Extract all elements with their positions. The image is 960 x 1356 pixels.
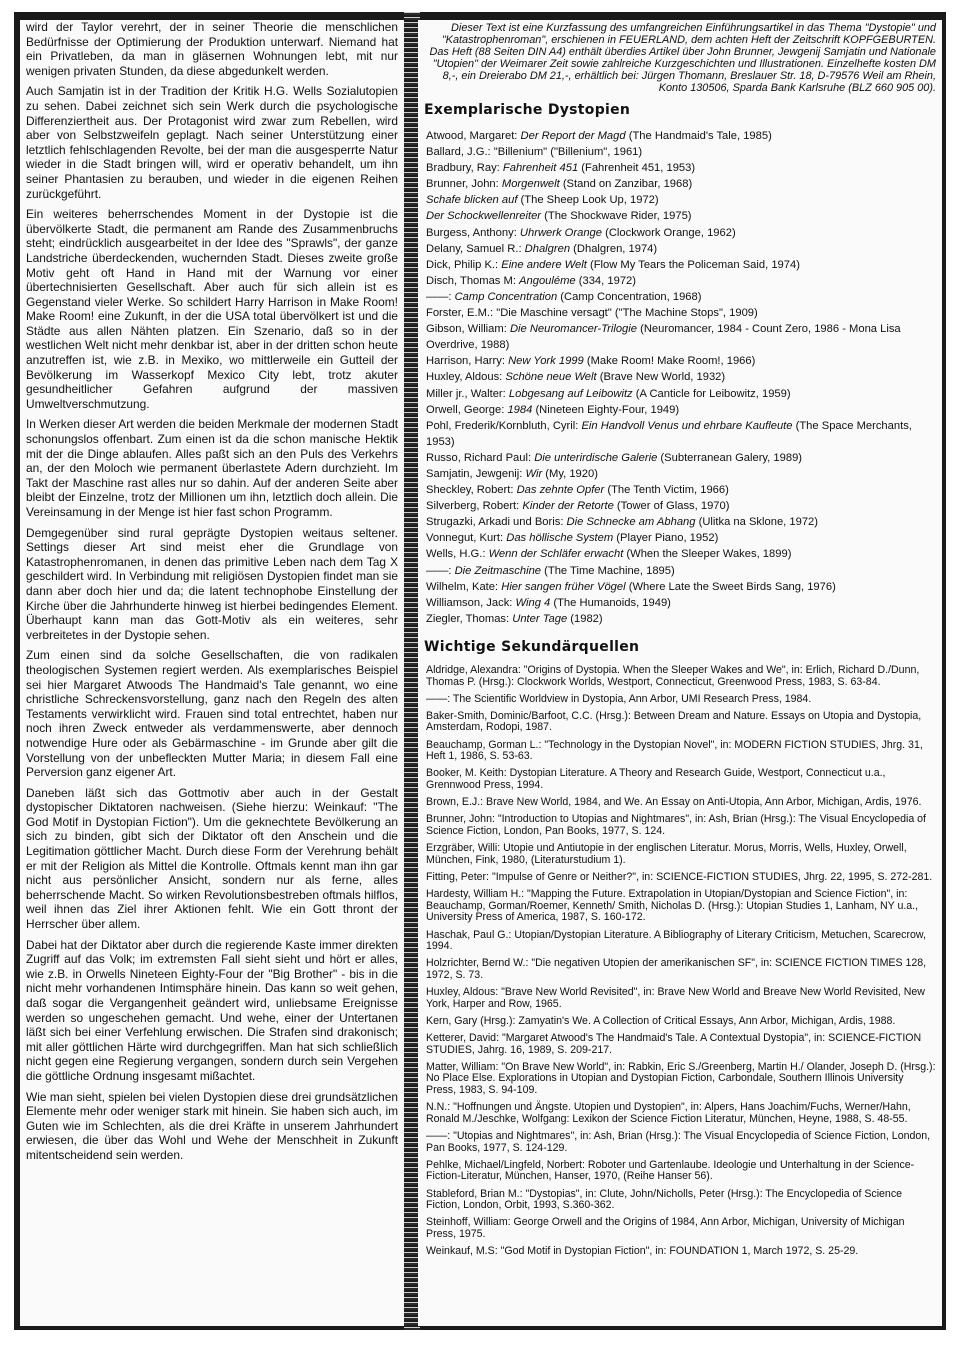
- entry-author: Huxley, Aldous:: [426, 371, 506, 384]
- entry-author: Gibson, William:: [426, 323, 510, 336]
- entry-author: Silverberg, Robert:: [426, 500, 523, 513]
- entry-author: Wells, H.G.:: [426, 548, 489, 561]
- entry-author: Orwell, George:: [426, 403, 508, 416]
- entry-work: Ein Handvoll Venus und ehrbare Kaufleute: [581, 419, 793, 432]
- entry-work: Das höllische System: [506, 532, 614, 545]
- entry-rest: (Subterranean Galery, 1989): [657, 451, 803, 464]
- entry-author: Samjatin, Jewgenij:: [426, 467, 526, 480]
- entry-author: Forster, E.M.:: [426, 307, 497, 320]
- secondary-source-entry: Aldridge, Alexandra: "Origins of Dystopia. When the Sleeper Wakes and We", in: Erlich, Richard D./Dunn, Thomas P. (Hrsg.): Clockwork Worlds, Westport, Connecticut, Greenwood Press, 1983, S. 63-84.: [426, 663, 920, 688]
- secondary-source-entry: ——: The Scientific Worldview in Dystopia, Ann Arbor, UMI Research Press, 1984.: [426, 692, 812, 705]
- secondary-source-entry: Brunner, John: "Introduction to Utopias and Nightmares", in: Ash, Brian (Hrsg.): The Visual Encyclopedia of Science Fiction, London, Pan Books, 1977, S. 124.: [426, 813, 927, 837]
- entry-rest: (A Canticle for Leibowitz, 1959): [632, 387, 791, 400]
- bibliography-entry: [424, 353, 936, 369]
- bibliography-entry: [424, 514, 936, 530]
- essay-paragraph: Demgegenüber sind rural geprägte Dystopien weitaus seltener. Settings dieser Art sind meist eher die Grundlage von Katastrophenromanen, in denen das primitive Leben nach dem Tag X geschildert wird. In Verbindung mit religiösen Dystopien findet man sie dann aber doch hier und da; die latent technophobe Einstellung der Kirche über die Jahrhunderte hinweg ist hierbei bedingendes Element. Überhaupt kann man das Gott-Motiv als ein weiteres, sehr verbreitetes in der Dystopie sehen.: [26, 525, 398, 642]
- secondary-source-entry: Holzrichter, Bernd W.: "Die negativen Utopien der amerikanischen SF", in: SCIENCE FICTION TIMES 128, 1972, S. 73.: [426, 957, 927, 981]
- bibliography-entry: [424, 144, 936, 160]
- entry-rest: (Brave New World, 1932): [596, 371, 726, 384]
- secondary-source-entry: Beauchamp, Gorman L.: "Technology in the Dystopian Novel", in: MODERN FICTION STUDIES, Jhrg. 31, Heft 1, 1986, S. 53-63.: [426, 738, 923, 763]
- secondary-source-entry: Stableford, Brian M.: "Dystopias", in: Clute, John/Nicholls, Peter (Hrsg.): The Encyclopedia of Science Fiction, London, Orbit, 1993, S.360-362.: [426, 1187, 903, 1212]
- entry-author: Russo, Richard Paul:: [426, 451, 535, 464]
- essay-paragraph: Auch Samjatin ist in der Tradition der Kritik H.G. Wells Sozialutopien zu sehen. Dabei zeichnet sich sein Werk durch die psychologische Differenziertheit aus. Der Protagonist wird zwar zum Rebellen, wird aber von Selbstzweifeln geplagt. Nach seiner Unterstützung einer letztlich fehlschlagenden Revolte, bei der man die ausgesperrte Natur wieder in die Stadt bringen will, wird er operativ behandelt, um ihn seiner Phantasien zu berauben, und wieder in die eigenen Reihen zurückgeführt.: [26, 84, 398, 201]
- secondary-source-entry: Brown, E.J.: Brave New World, 1984, and We. An Essay on Anti-Utopia, Ann Arbor, Michigan, Ardis, 1976.: [426, 796, 922, 809]
- right-column: [418, 20, 942, 1326]
- essay-paragraph: Dabei hat der Diktator aber durch die regierende Kaste immer direkten Zugriff auf das Volk; im extremsten Fall sieht sieht und hört er alles, wie z.B. in Orwells Nineteen Eighty-Four der "Big Brother" - bis in die nicht mehr vorhandenen Intimsphäre hinein. Das kann so weit gehen, daß sogar die Vergangenheit geändert wird, unliebsame Ereignisse werden so ungeschehen gemacht. Und wehe, einer der Untertanen läßt sich bei einer Verfehlung erwischen. Die Strafen sind drakonisch; mit aller göttlichen Härte wird durchgegriffen. Man hat sich schließlich nicht gegen eine Regierung vergangen, sondern durch sein Vergehen die göttliche Ordnung insgesamt mißachtet.: [26, 937, 398, 1083]
- entry-work: Die Neuromancer-Trilogie: [509, 323, 637, 336]
- entry-work: 1984: [507, 403, 533, 416]
- entry-work: Morgenwelt: [501, 178, 560, 191]
- entry-author: Sheckley, Robert:: [426, 484, 517, 497]
- entry-rest: (Dhalgren, 1974): [570, 242, 658, 255]
- entry-work: Das zehnte Opfer: [516, 484, 605, 497]
- entry-author: Ballard, J.G.:: [426, 146, 494, 159]
- secondary-source-entry: Kern, Gary (Hrsg.): Zamyatin's We. A Collection of Critical Essays, Ann Arbor, Michigan, Ardis, 1988.: [426, 1014, 896, 1027]
- secondary-source-entry: Fitting, Peter: "Impulse of Genre or Neither?", in: SCIENCE-FICTION STUDIES, Jhrg. 22, 1995, S. 272-281.: [426, 870, 933, 883]
- entry-work: Angouléme: [519, 274, 576, 287]
- entry-rest: (The Shockwave Rider, 1975): [541, 210, 692, 223]
- secondary-source-entry: Ketterer, David: "Margaret Atwood's The Handmaid's Tale. A Contextual Dystopia", in: SCIENCE-FICTION STUDIES, Jahrg. 16, 1989, S. 209-217.: [426, 1032, 922, 1056]
- bibliography-entry: [424, 160, 936, 176]
- entry-work: Die Schnecke am Abhang: [566, 516, 696, 529]
- entry-work: Kinder der Retorte: [522, 500, 614, 513]
- entry-rest: (334, 1972): [575, 274, 636, 287]
- bibliography-entry: [424, 466, 936, 482]
- entry-work: Schöne neue Welt: [505, 371, 597, 384]
- secondary-source-entry: N.N.: "Hoffnungen und Ängste. Utopien und Dystopien", in: Alpers, Hans Joachim/Fuchs, Werner/Hahn, Ronald M./Jeschke, Wolfgang: Lexikon der Science Fiction Literatur, München, Heyne, 1988, S. 48-55.: [426, 1101, 911, 1125]
- entry-rest: (When the Sleeper Wakes, 1899): [623, 548, 792, 561]
- entry-author: ——:: [426, 564, 455, 577]
- essay-paragraph: Ein weiteres beherrschendes Moment in der Dystopie ist die übervölkerte Stadt, die permanent am Rande des Zusammenbruchs steht; eindrücklich ausgearbeitet in der Idee des "Sprawls", der ganze Landstriche überdeckenden, wuchernden Stadt. Dieses zweite große Motiv geht oft Hand in Hand mit der Warnung vor einer übertechnisierten Gesellschaft. Aber auch für sich allein ist es Gegenstand vieler Werke. So schildert Harry Harrison in Make Room! Make Room! eine Zukunft, in der die USA total übervölkert ist und die Städte aus allen Nähten platzen. Ein Szenario, daß so in der westlichen Welt nicht mehr denkbar ist, aber in der dritten schon heute anzutreffen ist, wie z.B. in Mexiko, wo mittlerweile ein Gutteil der Bevölkerung im Wasserkopf Mexico City lebt, trotz akuter gesundheitlicher Gefahren aufgrund der massiven Umweltverschmutzung.: [26, 207, 398, 411]
- entry-rest: "Die Maschine versagt" ("The Machine Stops", 1909): [496, 307, 758, 320]
- entry-rest: (The Space Merchants, 1953): [426, 419, 912, 448]
- bibliography-entry: [424, 192, 936, 208]
- entry-rest: (The Time Machine, 1895): [541, 564, 675, 577]
- essay-paragraph: Daneben läßt sich das Gottmotiv aber auch in der Gestalt dystopischer Diktatoren nachweisen. (Siehe hierzu: Weinkauf: "The God Motif in Dystopian Fiction"). Um die geknechtete Bevölkerung an sich zu binden, gibt sich der Diktator oft den Anschein und die Legitimation göttlicher Macht. Durch diese Form der Verehrung behält er mit der Religion als Mittel die Kontrolle. Oftmals kennt man ihn gar nicht aus persönlicher Ansicht, sondern nur als ferne, alles beherrschende Macht. So wirken Revolutionsbestreben oftmals hilflos, weil ihnen das Ziel ihrer Aktionen fehlt. Wie ein Gott thront der Herrscher über allem.: [26, 785, 398, 932]
- entry-work: Unter Tage: [512, 612, 568, 625]
- bibliography-entry: [424, 611, 936, 627]
- entry-author: Disch, Thomas M:: [426, 274, 520, 287]
- essay-paragraph: wird der Taylor verehrt, der in seiner Theorie die menschlichen Bedürfnisse der Optimierung der Produktion unterwarf. Niemand hat ein Privatleben, da man in gläsernen Wohnungen lebt, mit nur wenigen privaten Stunden, da diese abgedunkelt werden.: [26, 20, 398, 78]
- entry-rest: (Nineteen Eighty-Four, 1949): [532, 403, 680, 416]
- bibliography-entry: [424, 386, 936, 402]
- entry-author: Miller jr., Walter:: [426, 387, 509, 400]
- essay-paragraph: Wie man sieht, spielen bei vielen Dystopien diese drei grundsätzlichen Elemente mehr oder weniger stark mit hinein. Sie haben sich auch, im Guten wie im Schlechten, als die drei Kräfte in unserem Jahrhundert erwiesen, die über das Wohl und Wehe der Menschheit in Zukunft mitentscheidend sein werden.: [26, 1089, 398, 1162]
- entry-work: Lobgesang auf Leibowitz: [508, 387, 633, 400]
- entry-work: Schafe blicken auf: [426, 194, 518, 207]
- entry-rest: (The Sheep Look Up, 1972): [517, 194, 659, 207]
- entry-author: Bradbury, Ray:: [426, 162, 503, 175]
- bibliography-entry: [424, 321, 936, 353]
- essay-paragraph: Zum einen sind da solche Gesellschaften, die von radikalen theologischen Systemen regiert werden. Als exemplarisches Beispiel sei hier Margaret Atwoods The Handmaid's Tale genannt, wo eine christliche Schreckensvorstellung, ganz nach den Regeln des alten Testaments verwirklicht wird. Frauen sind total entrechtet, haben nur noch ihren Zweck entweder als verdammenswerte, aber dennoch notwendige Hure oder als Gebärmaschine - im Grunde aber gilt die Vorstellung von der unbefleckten Mutter Maria; in diesem Fall eine Perversion ganz eigener Art.: [26, 648, 398, 780]
- sekundaer-list: [424, 665, 936, 1258]
- entry-author: Burgess, Anthony:: [426, 226, 520, 239]
- entry-work: Hier sangen früher Vögel: [501, 580, 626, 593]
- bibliography-entry: [424, 402, 936, 418]
- entry-rest: (Ulitka na Sklone, 1972): [695, 516, 819, 529]
- entry-rest: (Make Room! Make Room!, 1966): [583, 355, 756, 368]
- bibliography-entry: [424, 241, 936, 257]
- entry-author: Harrison, Harry:: [426, 355, 509, 368]
- dystopien-heading: Exemplarische Dystopien: [424, 102, 631, 118]
- secondary-source-entry: Hardesty, William H.: "Mapping the Future. Extrapolation in Utopian/Dystopian and Science Fiction", in: Beauchamp, Gorman/Roemer, Kenneth/ Smith, Nicholas D. (Hrsg.): Utopian Studies 1, Lanham, NY u.a., University Press of America, 1987, S. 160-172.: [426, 888, 919, 924]
- entry-author: Vonnegut, Kurt:: [426, 532, 507, 545]
- entry-author: ——:: [426, 290, 455, 303]
- entry-rest: (1982): [567, 612, 603, 625]
- essay-paragraph: In Werken dieser Art werden die beiden Merkmale der modernen Stadt schonungslos offenbart. Zum einen ist da die schon manische Hektik mit der die Dinge ablaufen. Alles paßt sich an den Puls des Verkehrs an, der den Moloch wie permanent überlastete Adern durchzieht. Im Takt der Maschine rast alles nur so dahin. Auf der anderen Seite aber bleibt der Einzelne, trotz der Millionen um ihn, letztlich doch allein. Die Vereinsamung in der Menge ist hier fast schon Programm.: [26, 417, 398, 519]
- entry-author: Strugazki, Arkadi und Boris:: [426, 516, 567, 529]
- secondary-source-entry: Weinkauf, M.S: "God Motif in Dystopian Fiction", in: FOUNDATION 1, March 1972, S. 25-29.: [426, 1245, 859, 1258]
- secondary-source-entry: Steinhoff, William: George Orwell and the Origins of 1984, Ann Arbor, Michigan, University of Michigan Press, 1975.: [426, 1216, 905, 1240]
- left-column: [20, 20, 404, 1326]
- entry-author: Delany, Samuel R.:: [426, 242, 525, 255]
- sekundaer-heading: Wichtige Sekundärquellen: [424, 638, 640, 655]
- entry-work: Camp Concentration: [454, 290, 558, 303]
- bibliography-entry: [424, 563, 936, 579]
- entry-rest: (Neuromancer, 1984 - Count Zero, 1986 - Mona Lisa Overdrive, 1988): [426, 323, 901, 352]
- entry-rest: (The Tenth Victim, 1966): [604, 484, 729, 497]
- secondary-source-entry: Matter, William: "On Brave New World", in: Rabkin, Eric S./Greenberg, Martin H./ Olander, Joseph D. (Hrsg.): No Place Else. Explorations in Utopian and Dystopian Fiction, Carbondale, Southern Illinois University Press, 1983, S. 94-109.: [426, 1060, 936, 1097]
- entry-author: Ziegler, Thomas:: [426, 612, 513, 625]
- entry-work: Dhalgren: [524, 242, 571, 255]
- entry-rest: (Tower of Glass, 1970): [613, 500, 730, 513]
- entry-author: Pohl, Frederik/Kornbluth, Cyril:: [426, 419, 582, 432]
- bibliography-entry: [424, 595, 936, 611]
- secondary-source-entry: Huxley, Aldous: "Brave New World Revisited", in: Brave New World and Breave New World Revisited, New York, Harper and Row, 1965.: [426, 986, 925, 1010]
- secondary-source-entry: ——: "Utopias and Nightmares", in: Ash, Brian (Hrsg.): The Visual Encyclopedia of Science Fiction, London, Pan Books, 1977, S. 124-129.: [426, 1130, 931, 1154]
- entry-rest: (Fahrenheit 451, 1953): [578, 162, 696, 175]
- entry-rest: (My, 1920): [542, 467, 598, 480]
- bibliography-entry: [424, 530, 936, 546]
- entry-work: Fahrenheit 451: [502, 162, 579, 175]
- entry-work: Wing 4: [515, 596, 551, 609]
- entry-rest: (Stand on Zanzibar, 1968): [559, 178, 693, 191]
- entry-rest: (Camp Concentration, 1968): [557, 290, 702, 303]
- entry-rest: (The Humanoids, 1949): [550, 596, 671, 609]
- entry-rest: (Flow My Tears the Policeman Said, 1974): [586, 258, 800, 271]
- bibliography-entry: [424, 305, 936, 321]
- entry-author: Williamson, Jack:: [426, 596, 516, 609]
- secondary-source-entry: Pehlke, Michael/Lingfeld, Norbert: Roboter und Gartenlaube. Ideologie und Unterhaltung in der Science-Fiction-Literatur, München, Hanser, 1970, (Reihe Hanser 56).: [426, 1158, 915, 1183]
- secondary-source-entry: Haschak, Paul G.: Utopian/Dystopian Literature. A Bibliography of Literary Criticism, Metuchen, Scarecrow, 1994.: [426, 928, 926, 953]
- secondary-source-entry: Erzgräber, Willi: Utopie und Antiutopie in der englischen Literatur. Morus, Morris, Wells, Huxley, Orwell, München, Fink, 1980, (Literaturstudium 1).: [426, 842, 907, 866]
- entry-work: Die Zeitmaschine: [454, 564, 542, 577]
- bibliography-entry: [424, 369, 936, 385]
- entry-author: Dick, Philip K.:: [426, 258, 502, 271]
- entry-work: Wenn der Schläfer erwacht: [488, 548, 624, 561]
- entry-work: Die unterirdische Galerie: [534, 451, 658, 464]
- bibliography-entry: [424, 225, 936, 241]
- bibliography-entry: [424, 176, 936, 192]
- entry-rest: (Clockwork Orange, 1962): [602, 226, 736, 239]
- bibliography-entry: [424, 579, 936, 595]
- bibliography-entry: [424, 257, 936, 273]
- bibliography-entry: [424, 482, 936, 498]
- entry-rest: (Player Piano, 1952): [613, 532, 719, 545]
- scanned-page: [14, 12, 946, 1330]
- entry-work: Wir: [525, 467, 543, 480]
- entry-rest: (Where Late the Sweet Birds Sang, 1976): [625, 580, 836, 593]
- bibliography-entry: [424, 273, 936, 289]
- bibliography-entry: [424, 289, 936, 305]
- dystopien-list: [424, 128, 936, 627]
- bibliography-entry: [424, 450, 936, 466]
- entry-work: New York 1999: [508, 355, 584, 368]
- entry-author: Wilhelm, Kate:: [426, 580, 502, 593]
- entry-work: Der Schockwellenreiter: [426, 210, 542, 223]
- entry-author: Brunner, John:: [426, 178, 502, 191]
- bibliography-entry: [424, 128, 936, 144]
- secondary-source-entry: Baker-Smith, Dominic/Barfoot, C.C. (Hrsg.): Between Dream and Nature. Essays on Utopia and Dystopia, Amsterdam, Rodopi, 1987.: [426, 709, 922, 734]
- bibliography-entry: [424, 418, 936, 450]
- entry-work: Uhrwerk Orange: [519, 226, 602, 239]
- secondary-source-entry: Booker, M. Keith: Dystopian Literature. A Theory and Research Guide, Westport, Connecticut u.a., Grennwood Press, 1994.: [426, 767, 886, 792]
- entry-rest: "Billenium" ("Billenium", 1961): [493, 146, 643, 159]
- intro-note: Dieser Text ist eine Kurzfassung des umfangreichen Einführungsartikel in das Thema "Dystopie" und "Katastrophenroman", erschienen in FEUERLAND, dem achten Heft der Zeitschrift KOPFGEBURTEN. Das Heft (88 Seiten DIN A4) enthält überdies Artikel über John Brunner, Jewgenij Samjatin und Nationale "Utopien" der Weimarer Zeit sowie zahlreiche Kurzgeschichten und Illustrationen. Einzelhefte kosten DM 8,-, ein Dreierabo DM 21,-, erhältlich bei: Jürgen Thomann, Breslauer Str. 18, D-79576 Weil am Rhein, Konto 130506, Sparda Bank Karlsruhe (BLZ 660 905 00).: [429, 22, 936, 94]
- entry-author: Atwood, Margaret:: [426, 130, 521, 142]
- bibliography-entry: [424, 498, 936, 514]
- entry-rest: (The Handmaid's Tale, 1985): [625, 130, 772, 142]
- bibliography-entry: [424, 546, 936, 562]
- bibliography-entry: [424, 208, 936, 224]
- entry-work: Der Report der Magd: [520, 130, 626, 142]
- entry-work: Eine andere Welt: [501, 258, 587, 271]
